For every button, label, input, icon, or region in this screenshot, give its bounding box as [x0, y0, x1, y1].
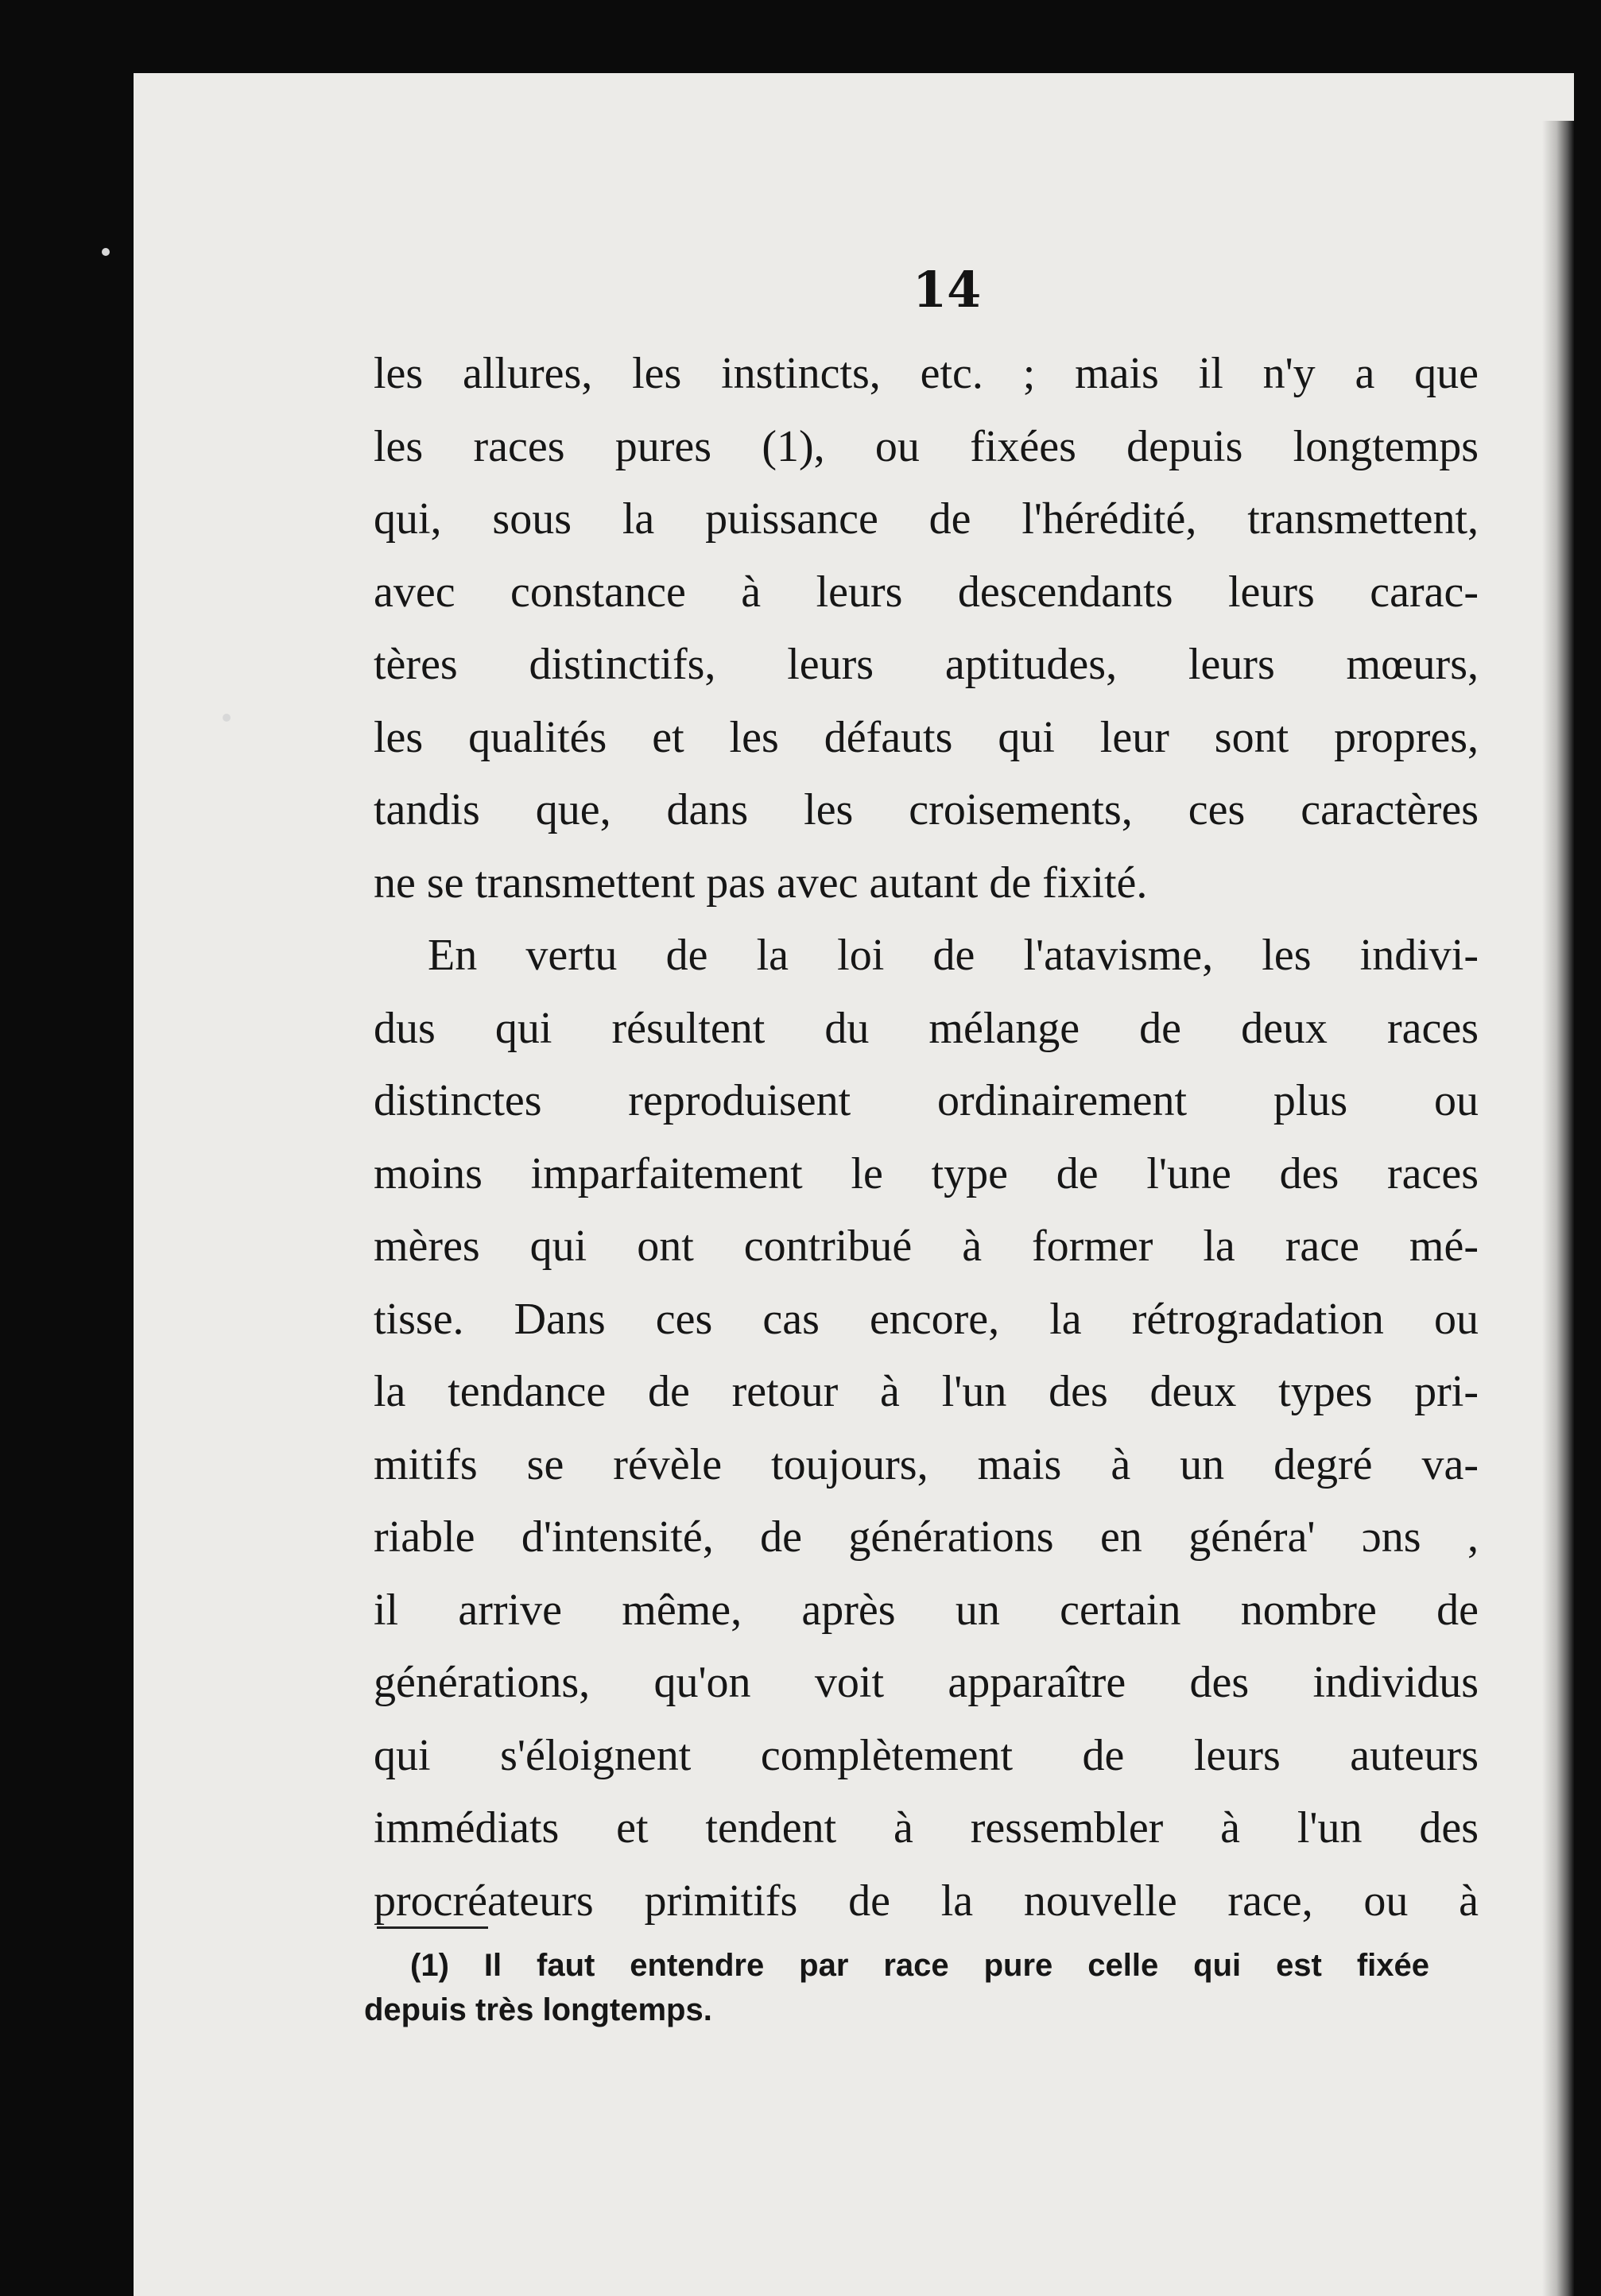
text-line: moins imparfaitement le type de l'une des races [374, 1148, 1479, 1198]
text-line: tères distinctifs, leurs aptitudes, leurs mœurs, [374, 640, 1479, 689]
footnote-rule [377, 1926, 488, 1929]
text-line: avec constance à leurs descendants leurs carac- [374, 567, 1479, 617]
text-line: dus qui résultent du mélange de deux races [374, 1003, 1479, 1053]
text-line: les allures, les instincts, etc. ; mais il n'y a que [374, 349, 1479, 398]
footnote-line: depuis très longtemps. [364, 1992, 712, 2027]
text-line: mères qui ont contribué à former la race mé- [374, 1222, 1479, 1271]
body-text [374, 338, 1479, 1938]
text-line: ne se transmettent pas avec autant de fixité. [374, 858, 1148, 908]
paper-edge-shadow [1542, 121, 1574, 2296]
page-number: 14 [913, 261, 982, 319]
text-line: immédiats et tendent à ressembler à l'un des [374, 1803, 1479, 1853]
text-line: les qualités et les défauts qui leur sont propres, [374, 712, 1479, 762]
text-line: mitifs se révèle toujours, mais à un degré va- [374, 1439, 1479, 1489]
text-line: En vertu de la loi de l'atavisme, les indivi- [428, 931, 1479, 980]
text-line: la tendance de retour à l'un des deux types pri- [374, 1367, 1479, 1416]
text-line: tisse. Dans ces cas encore, la rétrogradation ou [374, 1294, 1479, 1344]
text-line: riable d'intensité, de générations en généra' ɔns , [374, 1512, 1479, 1562]
text-line: qui s'éloignent complètement de leurs auteurs [374, 1730, 1479, 1780]
footnote-line: (1) Il faut entendre par race pure celle qui est fixée [410, 1948, 1429, 1983]
scan-speck [102, 248, 110, 256]
text-line: les races pures (1), ou fixées depuis longtemps [374, 421, 1479, 471]
footnote [364, 1943, 1429, 2032]
text-line: procréateurs primitifs de la nouvelle race, ou à [374, 1876, 1479, 1926]
text-line: qui, sous la puissance de l'hérédité, transmettent, [374, 494, 1479, 544]
text-line: générations, qu'on voit apparaître des individus [374, 1658, 1479, 1707]
text-line: il arrive même, après un certain nombre de [374, 1585, 1479, 1635]
text-line: tandis que, dans les croisements, ces caractères [374, 785, 1479, 834]
scan-speck [223, 714, 231, 722]
text-line: distinctes reproduisent ordinairement plus ou [374, 1076, 1479, 1125]
